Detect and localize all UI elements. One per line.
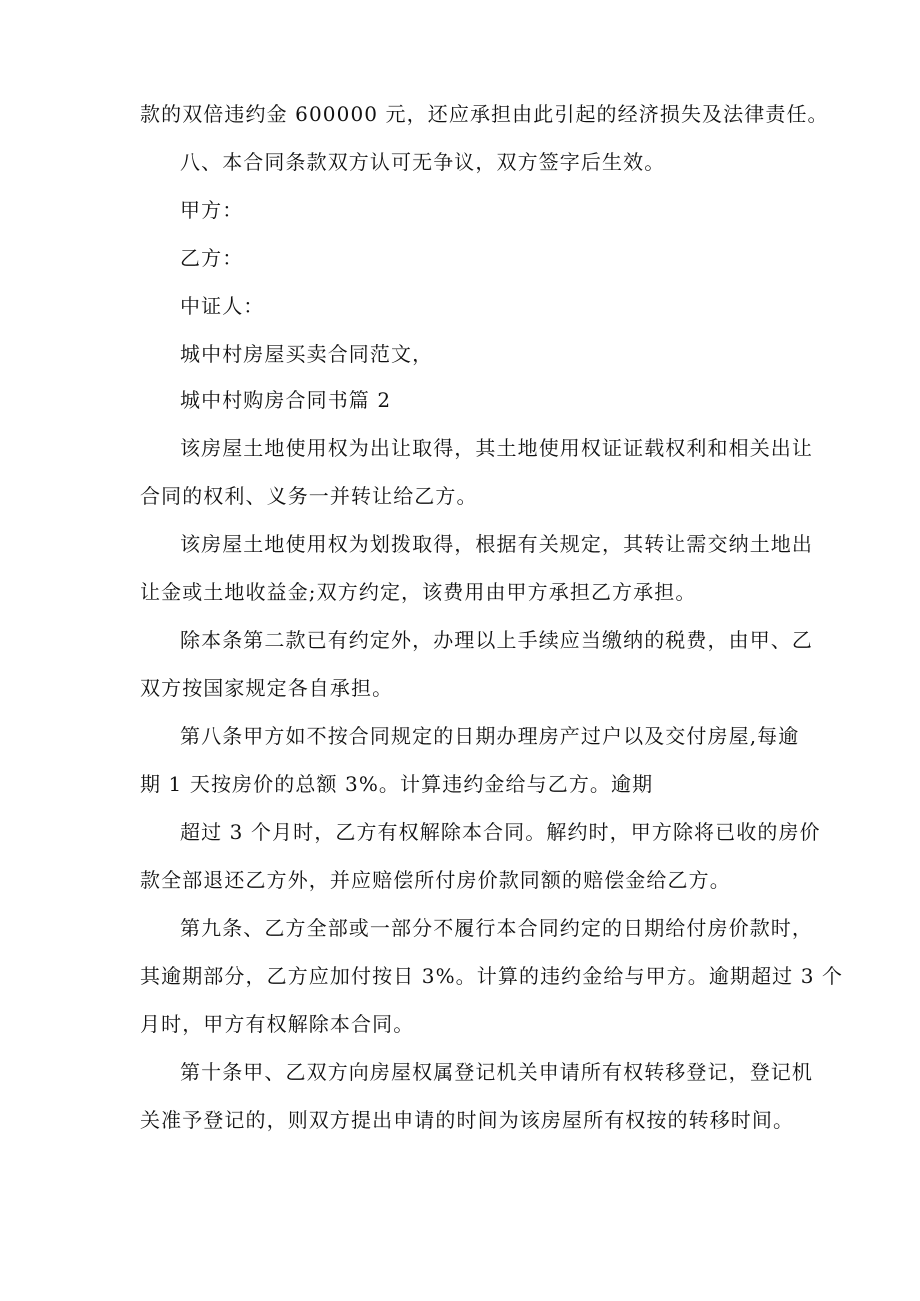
section-caption: 城中村房屋买卖合同范文， <box>180 342 434 366</box>
party-a-signature-line: 甲方： <box>180 198 244 222</box>
witness-signature-line: 中证人： <box>180 294 265 318</box>
paragraph-termination-line: 款全部退还乙方外，并应赔偿所付房价款同额的赔偿金给乙方。 <box>140 868 731 892</box>
paragraph-article-ten-line: 关准予登记的，则双方提出申请的时间为该房屋所有权按的转移时间。 <box>140 1108 795 1132</box>
paragraph-article-nine-line: 第九条、乙方全部或一部分不履行本合同约定的日期给付房价款时， <box>180 916 813 940</box>
paragraph-penalty-continuation: 款的双倍违约金 600000 元，还应承担由此引起的经济损失及法律责任。 <box>140 102 829 126</box>
paragraph-land-transfer-line: 该房屋土地使用权为出让取得，其土地使用权证证载权利和相关出让 <box>180 436 813 460</box>
paragraph-taxes-line: 双方按国家规定各自承担。 <box>140 676 394 700</box>
paragraph-termination-line: 超过 3 个月时，乙方有权解除本合同。解约时，甲方除将已收的房价 <box>180 820 821 844</box>
paragraph-article-ten-line: 第十条甲、乙双方向房屋权属登记机关申请所有权转移登记，登记机 <box>180 1060 813 1084</box>
paragraph-land-transfer-line: 合同的权利、义务一并转让给乙方。 <box>140 484 478 508</box>
section-title: 城中村购房合同书篇 2 <box>180 388 392 412</box>
paragraph-land-allocation-line: 该房屋土地使用权为划拨取得，根据有关规定，其转让需交纳土地出 <box>180 532 813 556</box>
paragraph-article-eight-line: 第八条甲方如不按合同规定的日期办理房产过户以及交付房屋,每逾 <box>180 724 800 748</box>
paragraph-article-nine-line: 月时，甲方有权解除本合同。 <box>140 1012 415 1036</box>
party-b-signature-line: 乙方： <box>180 246 244 270</box>
paragraph-article-eight-line: 期 1 天按房价的总额 3%。计算违约金给与乙方。逾期 <box>140 772 654 796</box>
paragraph-article-nine-line: 其逾期部分，乙方应加付按日 3%。计算的违约金给与甲方。逾期超过 3 个 <box>140 964 844 988</box>
paragraph-clause-eight: 八、本合同条款双方认可无争议，双方签字后生效。 <box>180 150 666 174</box>
paragraph-taxes-line: 除本条第二款已有约定外，办理以上手续应当缴纳的税费，由甲、乙 <box>180 628 813 652</box>
paragraph-land-allocation-line: 让金或土地收益金;双方约定，该费用由甲方承担乙方承担。 <box>140 580 697 604</box>
